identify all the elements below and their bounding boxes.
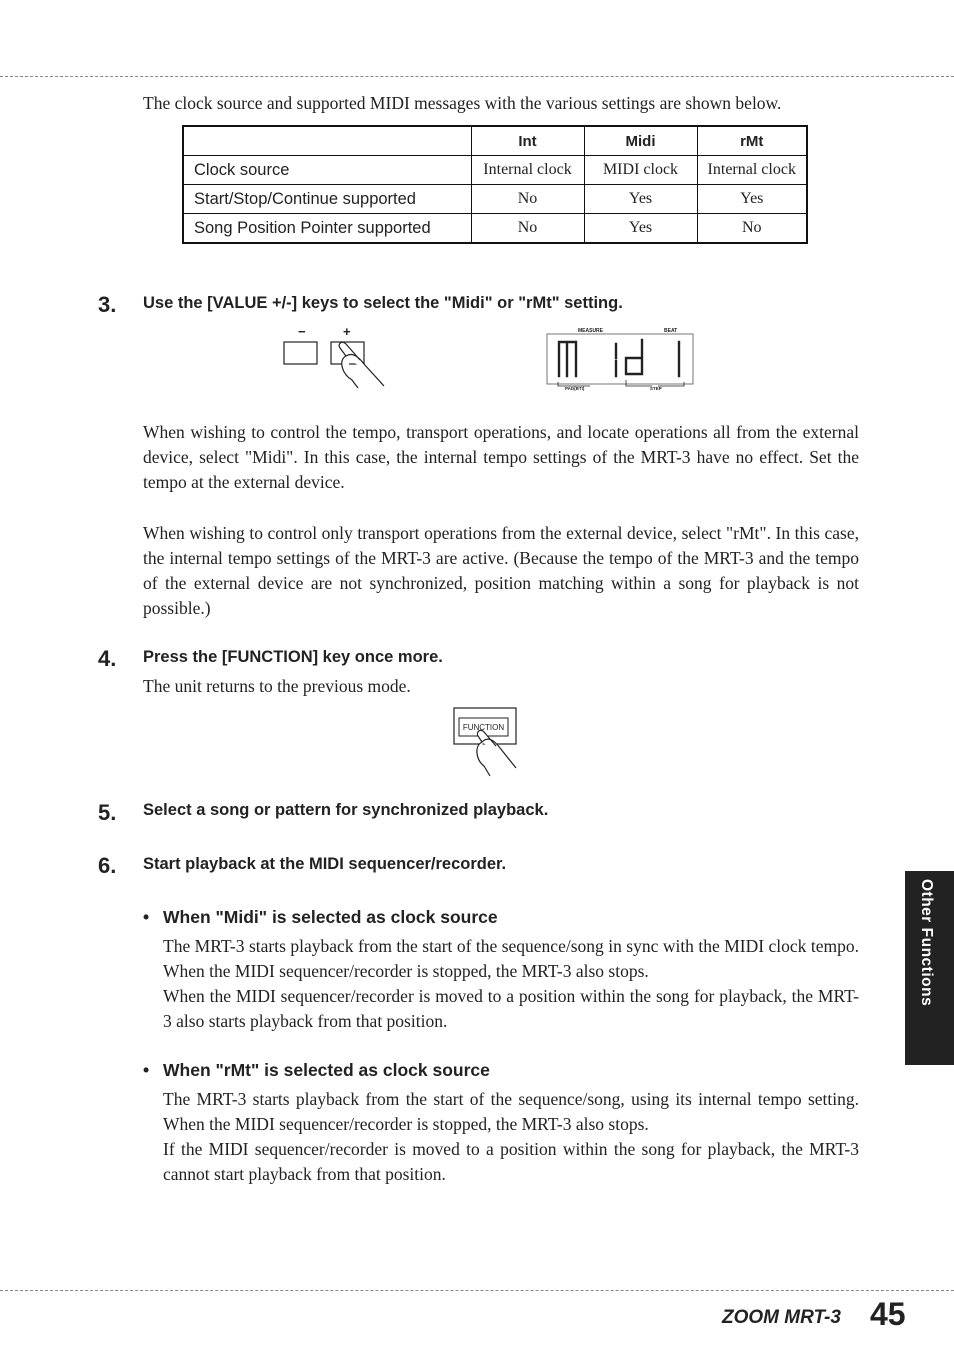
side-tab [905, 871, 954, 1065]
step-3-paragraph-2: When wishing to control only transport operations from the external device, select "rMt". In this case, the internal tempo settings of the MRT-3 are active. (Because the tempo of the MRT-3 and the tempo of the external device are not synchronized, position matching within a song for playback is not possible.) [143, 523, 859, 618]
minus-key-label: − [298, 324, 306, 339]
page-number: 45 [870, 1296, 906, 1332]
bullet-1-paragraph-2: When the MIDI sequencer/recorder is moved to a position within the song for playback, the MRT-3 also starts playback from that position. [163, 986, 859, 1031]
bullet-2-paragraph-2: If the MIDI sequencer/recorder is moved to a position within the song for playback, the MRT-3 cannot start playback from that position. [163, 1139, 859, 1184]
cell-rmt: No [697, 214, 807, 244]
cell-midi: Yes [584, 185, 697, 214]
cell-rmt: Internal clock [697, 156, 807, 185]
footer-brand: ZOOM MRT-3 [722, 1307, 841, 1328]
lcd-display-illustration [546, 324, 696, 394]
step-6-number: 6. [98, 853, 117, 878]
cell-int: No [471, 185, 584, 214]
step-3-text: Use the [VALUE +/-] keys to select the "Midi" or "rMt" setting. [143, 294, 623, 312]
step-4-subtext: The unit returns to the previous mode. [143, 676, 411, 696]
table-header-rmt: rMt [697, 126, 807, 156]
step-6-text: Start playback at the MIDI sequencer/recorder. [143, 855, 507, 873]
step-5-text: Select a song or pattern for synchronized playback. [143, 801, 549, 819]
cell-midi: Yes [584, 214, 697, 244]
intro-text: The clock source and supported MIDI messages with the various settings are shown below. [143, 93, 782, 113]
minus-key-icon [284, 342, 317, 364]
row-label: Clock source [183, 156, 471, 185]
lcd-measure-label: MEASURE [578, 328, 604, 334]
table-header-empty [183, 126, 471, 156]
row-label: Start/Stop/Continue supported [183, 185, 471, 214]
table-row [183, 185, 807, 214]
plus-key-label: + [343, 324, 351, 339]
lcd-pattern-label: PAD(BTI) [565, 386, 585, 391]
clock-source-table [182, 125, 808, 244]
table-header-int: Int [471, 126, 584, 156]
bullet-1-paragraph-1: The MRT-3 starts playback from the start of the sequence/song in sync with the MIDI clock tempo. When the MIDI sequencer/recorder is stopped, the MRT-3 also stops. [163, 936, 859, 981]
cell-midi: MIDI clock [584, 156, 697, 185]
table-row [183, 156, 807, 185]
lcd-step-label: STEP [650, 386, 662, 391]
step-3-paragraph-1: When wishing to control the tempo, transport operations, and locate operations all from the external device, select "Midi". In this case, the internal tempo settings of the MRT-3 have no effect. Set the tempo at the external device. [143, 422, 859, 492]
clock-table-wrap [182, 125, 808, 244]
bullet-2-dot: • [143, 1060, 150, 1080]
function-key-label: FUNCTION [462, 723, 505, 732]
table-header-midi: Midi [584, 126, 697, 156]
bullet-2-heading: When "rMt" is selected as clock source [163, 1060, 490, 1080]
bullet-2-paragraph-1: The MRT-3 starts playback from the start of the sequence/song, using its internal tempo setting. When the MIDI sequencer/recorder is stopped, the MRT-3 also stops. [163, 1089, 859, 1134]
table-header-row [183, 126, 807, 156]
cell-rmt: Yes [697, 185, 807, 214]
bottom-divider [0, 1290, 954, 1291]
cell-int: Internal clock [471, 156, 584, 185]
row-label: Song Position Pointer supported [183, 214, 471, 244]
lcd-beat-label: BEAT [664, 328, 678, 334]
step-4-number: 4. [98, 646, 117, 671]
step-3-number: 3. [98, 292, 117, 317]
table-row [183, 214, 807, 244]
value-keys-illustration [280, 322, 390, 388]
bullet-1-dot: • [143, 907, 150, 927]
top-divider [0, 76, 954, 77]
step-5-number: 5. [98, 800, 117, 825]
cell-int: No [471, 214, 584, 244]
side-tab-label: Other Functions [918, 879, 935, 1007]
function-key-illustration [452, 706, 522, 778]
bullet-1-heading: When "Midi" is selected as clock source [163, 907, 498, 927]
step-4-text: Press the [FUNCTION] key once more. [143, 648, 443, 666]
